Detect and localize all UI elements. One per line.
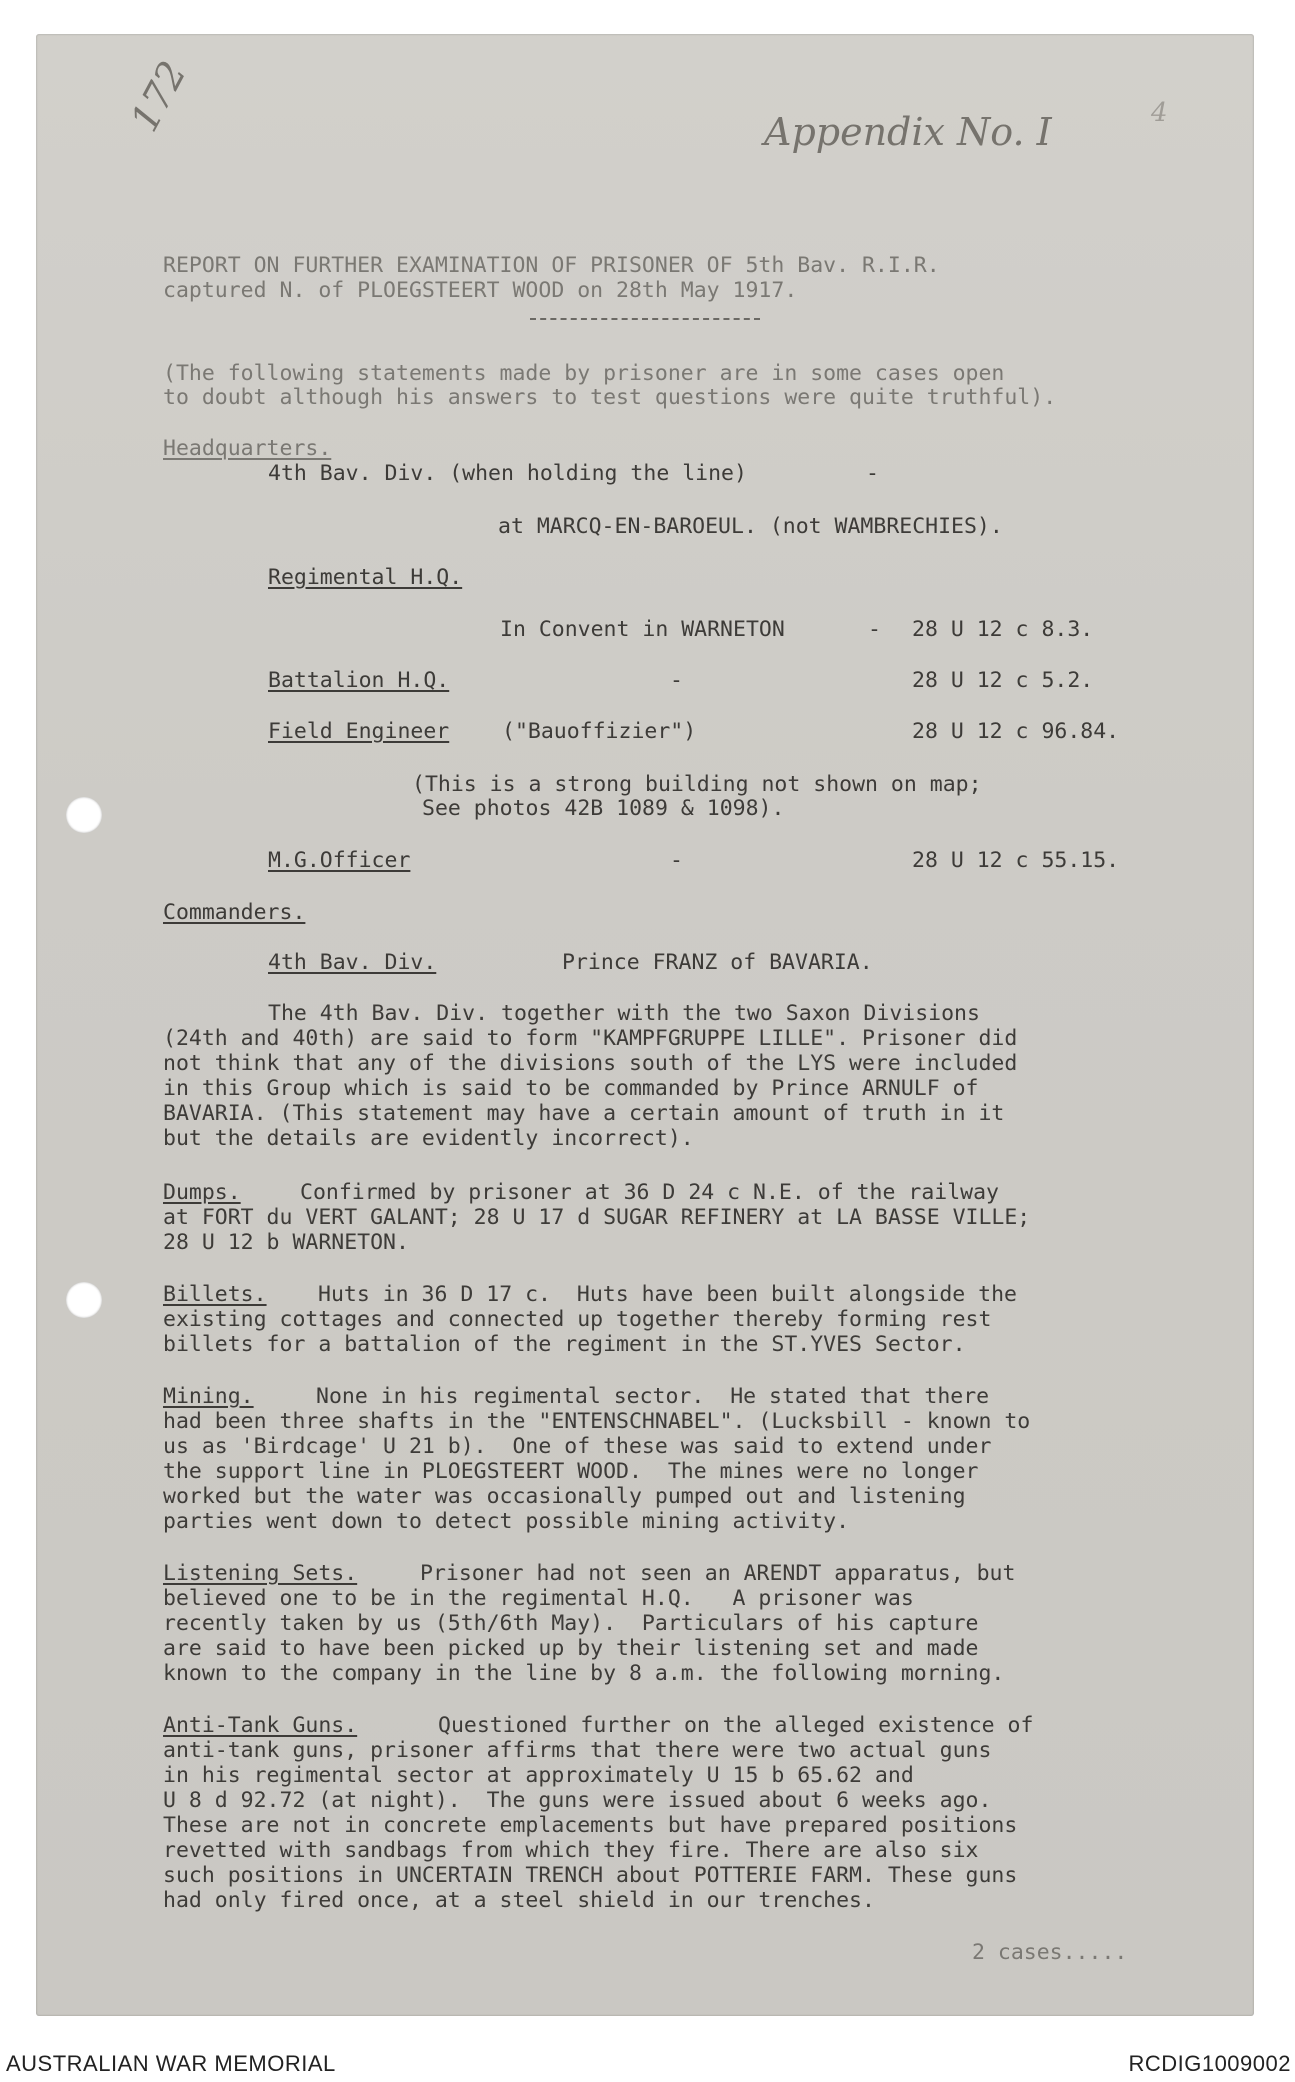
anti-tank-guns-line: revetted with sandbags from which they fire. There are also six [163, 1838, 979, 1863]
dumps-line: 28 U 12 b WARNETON. [163, 1230, 409, 1255]
anti-tank-guns-line: in his regimental sector at approximately U 15 b 65.62 and [163, 1763, 914, 1788]
div-hq-dash: - [866, 461, 879, 486]
hq-row-label: Battalion H.Q. [268, 668, 450, 693]
mining-line: had been three shafts in the "ENTENSCHNABEL". (Lucksbill - known to [163, 1409, 1031, 1434]
billets-line: existing cottages and connected up together thereby forming rest [163, 1307, 992, 1332]
billets-line: billets for a battalion of the regiment in the ST.YVES Sector. [163, 1332, 966, 1357]
hq-row-label: Regimental H.Q. [268, 565, 463, 590]
mining-heading: Mining. [163, 1384, 254, 1409]
commanders-para-line: but the details are evidently incorrect). [163, 1126, 694, 1151]
corner-page-mark: 4 [1151, 98, 1168, 128]
report-title-line1: REPORT ON FURTHER EXAMINATION OF PRISONER OF 5th Bav. R.I.R. [163, 253, 940, 278]
listening-sets-line: known to the company in the line by 8 a.m. the following morning. [163, 1661, 1005, 1686]
listening-sets-heading: Listening Sets. [163, 1561, 358, 1586]
hq-row-label: Field Engineer [268, 719, 450, 744]
headquarters-heading: Headquarters. [163, 436, 332, 461]
hq-row-dash: - [868, 617, 881, 642]
continuation-note: 2 cases..... [972, 1940, 1128, 1965]
commander-division: 4th Bav. Div. [268, 950, 437, 975]
report-note-line1: (The following statements made by prisoner are in some cases open [163, 361, 1005, 386]
listening-sets-line: are said to have been picked up by their listening set and made [163, 1636, 979, 1661]
commanders-para-line: (24th and 40th) are said to form "KAMPFGRUPPE LILLE". Prisoner did [163, 1026, 1018, 1051]
report-note-line2: to doubt although his answers to test questions were quite truthful). [163, 385, 1057, 410]
dumps-heading: Dumps. [163, 1180, 241, 1205]
hq-row-desc: ("Bauoffizier") [502, 719, 697, 744]
anti-tank-guns-line: such positions in UNCERTAIN TRENCH about POTTERIE FARM. These guns [163, 1863, 1018, 1888]
hq-row-ref: 28 U 12 c 96.84. [912, 719, 1120, 744]
archive-credit: AUSTRALIAN WAR MEMORIAL [6, 2051, 336, 2076]
anti-tank-guns-line: These are not in concrete emplacements but have prepared positions [163, 1813, 1018, 1838]
mining-line: the support line in PLOEGSTEERT WOOD. The mines were no longer [163, 1459, 979, 1484]
mining-line: parties went down to detect possible mining activity. [163, 1509, 850, 1534]
punch-hole-top [66, 797, 102, 833]
field-engineer-note-line2: See photos 42B 1089 & 1098). [422, 796, 785, 821]
commanders-para-line: in this Group which is said to be commanded by Prince ARNULF of [163, 1076, 979, 1101]
title-rule [530, 318, 760, 320]
hq-row-ref: 28 U 12 c 5.2. [912, 668, 1094, 693]
mining-line: us as 'Birdcage' U 21 b). One of these was said to extend under [163, 1434, 992, 1459]
listening-sets-line: recently taken by us (5th/6th May). Particulars of his capture [163, 1611, 979, 1636]
appendix-label: Appendix No. I [764, 110, 1052, 154]
mining-line: None in his regimental sector. He stated that there [316, 1384, 990, 1409]
commanders-para-line: The 4th Bav. Div. together with the two Saxon Divisions [268, 1001, 980, 1026]
mining-line: worked but the water was occasionally pumped out and listening [163, 1484, 966, 1509]
hq-row-dash: - [670, 848, 683, 873]
report-title-line2: captured N. of PLOEGSTEERT WOOD on 28th May 1917. [163, 278, 798, 303]
listening-sets-line: Prisoner had not seen an ARENDT apparatus, but [420, 1561, 1016, 1586]
listening-sets-line: believed one to be in the regimental H.Q. A prisoner was [163, 1586, 914, 1611]
hq-row-dash: - [670, 668, 683, 693]
field-engineer-note-line1: (This is a strong building not shown on map; [412, 772, 982, 797]
commanders-heading: Commanders. [163, 900, 306, 925]
commanders-para-line: BAVARIA. (This statement may have a certain amount of truth in it [163, 1101, 1005, 1126]
commanders-para-line: not think that any of the divisions south of the LYS were included [163, 1051, 1018, 1076]
billets-line: Huts in 36 D 17 c. Huts have been built alongside the [318, 1282, 1017, 1307]
archive-id: RCDIG1009002 [1128, 2051, 1291, 2076]
div-hq-label: 4th Bav. Div. (when holding the line) [268, 461, 747, 486]
anti-tank-guns-line: Questioned further on the alleged existence of [438, 1713, 1034, 1738]
anti-tank-guns-line: had only fired once, at a steel shield in our trenches. [163, 1888, 875, 1913]
dumps-line: at FORT du VERT GALANT; 28 U 17 d SUGAR REFINERY at LA BASSE VILLE; [163, 1205, 1031, 1230]
anti-tank-guns-heading: Anti-Tank Guns. [163, 1713, 358, 1738]
hq-row-label: M.G.Officer [268, 848, 411, 873]
billets-heading: Billets. [163, 1282, 267, 1307]
div-hq-location: at MARCQ-EN-BAROEUL. (not WAMBRECHIES). [498, 514, 1003, 539]
hq-row-ref: 28 U 12 c 8.3. [912, 617, 1094, 642]
hq-row-desc: In Convent in WARNETON [500, 617, 785, 642]
dumps-line: Confirmed by prisoner at 36 D 24 c N.E. of the railway [300, 1180, 999, 1205]
anti-tank-guns-line: U 8 d 92.72 (at night). The guns were issued about 6 weeks ago. [163, 1788, 992, 1813]
commander-name: Prince FRANZ of BAVARIA. [562, 950, 873, 975]
punch-hole-bottom [66, 1282, 102, 1318]
hq-row-ref: 28 U 12 c 55.15. [912, 848, 1120, 873]
folio-number: 172 [122, 53, 195, 139]
anti-tank-guns-line: anti-tank guns, prisoner affirms that there were two actual guns [163, 1738, 992, 1763]
